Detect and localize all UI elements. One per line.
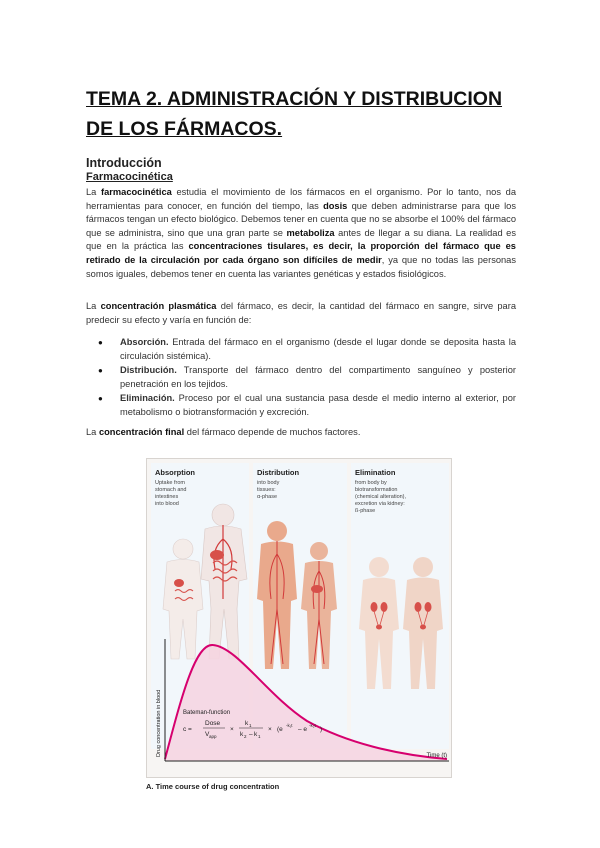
- kidney-icon: [415, 602, 422, 612]
- svg-text:Uptake from: Uptake from: [155, 480, 185, 486]
- svg-text:-k₂t: -k₂t: [309, 723, 316, 728]
- panel-elimination-heading: Elimination: [355, 468, 396, 477]
- term-metaboliza: metaboliza: [286, 227, 335, 238]
- bullet-list: [108, 336, 516, 421]
- subsection-heading: Farmacocinética: [86, 171, 173, 183]
- figure-illustration: [147, 459, 453, 779]
- svg-text:2: 2: [244, 734, 247, 739]
- svg-text:biotransformation: biotransformation: [355, 487, 398, 493]
- list-item: ● Absorción. Entrada del fármaco en el organismo (desde el lugar donde se deposita hasta la circulación sistémica).: [108, 336, 516, 363]
- paragraph-final-concentration: La concentración final del fármaco depende de muchos factores.: [86, 427, 361, 437]
- kidney-icon: [425, 602, 432, 612]
- paragraph-plasma-concentration: La concentración plasmática del fármaco, es decir, la cantidad del fármaco en sangre, sirve para predecir su efecto y varía en función de:: [86, 301, 516, 325]
- kidney-icon: [381, 602, 388, 612]
- term-concentraciones-tisulares: concentraciones tisulares, es decir, la proporción del fármaco que es retirado de la circulación por cada órgano son difíciles de medir: [86, 241, 516, 265]
- svg-text:from body by: from body by: [355, 480, 387, 486]
- svg-text:k: k: [240, 731, 244, 738]
- document-title: TEMA 2. ADMINISTRACIÓN Y DISTRIBUCION DE LOS FÁRMACOS.: [86, 88, 503, 140]
- svg-text:into body: into body: [257, 480, 280, 486]
- y-axis-label: Drug concentration in blood: [156, 689, 162, 757]
- svg-text:c =: c =: [183, 726, 192, 733]
- svg-text:Dose: Dose: [205, 720, 221, 727]
- svg-text:V: V: [205, 731, 210, 738]
- svg-text:×: ×: [268, 726, 272, 733]
- term-concentracion-plasmatica: concentración plasmática: [100, 301, 217, 311]
- bateman-label: Bateman-function: [183, 710, 231, 716]
- svg-text:excretion via kidney:: excretion via kidney:: [355, 501, 405, 507]
- svg-text:intestines: intestines: [155, 494, 179, 500]
- svg-text:–: –: [249, 731, 253, 738]
- pharmacokinetics-figure: [146, 458, 452, 778]
- list-item: ● Distribución. Transporte del fármaco dentro del compartimento sanguíneo y posterior penetración en los tejidos.: [108, 364, 516, 391]
- svg-text:– e: – e: [298, 726, 308, 733]
- section-heading: Introducción: [86, 156, 162, 170]
- svg-text:ß-phase: ß-phase: [355, 508, 376, 514]
- svg-text:-k₁t: -k₁t: [286, 723, 293, 728]
- figure-caption: A. Time course of drug concentration: [146, 782, 280, 791]
- bullet-term: Eliminación.: [120, 393, 175, 404]
- list-item: ● Eliminación. Proceso por el cual una sustancia pasa desde el medio interno al exterior, por metabolismo o biotransformación y excreción.: [108, 392, 516, 419]
- svg-text:k: k: [245, 720, 249, 727]
- svg-text:stomach and: stomach and: [155, 487, 187, 493]
- term-farmacocinetica: farmacocinética: [101, 187, 172, 197]
- paragraph-pharmacokinetics: La farmacocinética estudia el movimiento de los fármacos en el organismo. Por lo tanto, nos da herramientas para conocer, en función del tiempo, las dosis que deben administrarse para que los fármacos tengan un efecto biológico. Debemos tener en cuenta que no se absorbe el 100% del fármaco que se administra, sino que una gran parte se metaboliza antes de llegar a su diana. La realidad es que en la práctica las concentraciones tisulares, es decir, la proporción del fármaco que es retirado de la circulación por cada órgano son difíciles de medir, ya que no todas las personas somos iguales, debemos tener en cuenta las variantes genéticas y estados fisiológicos.: [86, 187, 516, 279]
- svg-text:(e: (e: [277, 726, 283, 733]
- svg-text:1: 1: [249, 723, 252, 728]
- term-dosis: dosis: [323, 200, 348, 211]
- svg-text:1: 1: [258, 734, 261, 739]
- svg-text:α-phase: α-phase: [257, 494, 277, 500]
- svg-text:(chemical alteration),: (chemical alteration),: [355, 494, 407, 500]
- panel-distribution-heading: Distribution: [257, 468, 300, 477]
- bullet-term: Distribución.: [120, 365, 177, 376]
- term-concentracion-final: concentración final: [98, 427, 185, 437]
- svg-text:tissues:: tissues:: [257, 487, 276, 493]
- panel-absorption-heading: Absorption: [155, 468, 195, 477]
- x-axis-label: Time (t): [426, 753, 447, 759]
- bullet-term: Absorción.: [120, 337, 169, 347]
- kidney-icon: [371, 602, 378, 612]
- svg-text:app: app: [209, 734, 217, 739]
- svg-text:into blood: into blood: [155, 501, 179, 507]
- svg-text:): ): [320, 726, 323, 733]
- svg-text:×: ×: [230, 726, 234, 733]
- svg-text:k: k: [254, 731, 258, 738]
